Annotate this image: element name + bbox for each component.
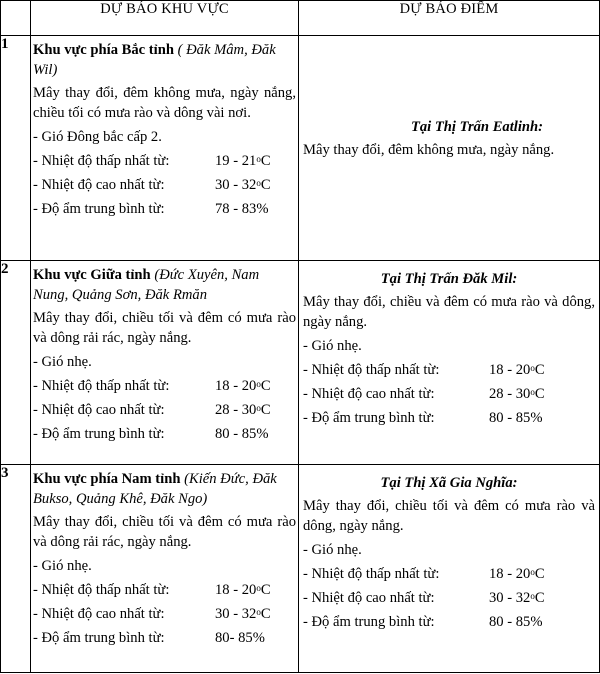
celsius-unit: C [260, 378, 271, 394]
region-weather: Mây thay đổi, đêm không mưa, ngày nắng, chiều tối có mưa rào và dông vài nơi. [33, 85, 296, 121]
degree-symbol: o [256, 154, 261, 164]
degree-symbol: o [530, 567, 535, 577]
region-humidity [33, 628, 296, 648]
celsius-unit: C [534, 362, 545, 378]
region-forecast-cell [31, 465, 299, 673]
max-temp-label: - Nhiệt độ cao nhất từ: [303, 590, 435, 606]
region-max-temp [33, 604, 296, 624]
min-temp-label: - Nhiệt độ thấp nhất từ: [33, 582, 170, 598]
region-title: Khu vực phía Bắc tỉnh [33, 42, 174, 58]
degree-symbol: o [256, 403, 261, 413]
celsius-unit: C [260, 606, 271, 622]
header-region-forecast: DỰ BÁO KHU VỰC [31, 1, 299, 36]
region-humidity [33, 424, 296, 444]
point-location-title: Tại Thị Trấn Đăk Mil: [380, 271, 518, 287]
point-location-title: Tại Thị Trấn Eatlinh: [410, 119, 543, 135]
region-title: Khu vực phía Nam tỉnh [33, 471, 181, 487]
region-forecast-cell [31, 36, 299, 261]
degree-symbol: o [530, 363, 535, 373]
region-places: (Kiến Đức, Đăk Bukso, Quảng Khê, Đăk Ngo) [33, 471, 277, 507]
point-min-temp [303, 360, 595, 380]
region-min-temp [33, 151, 296, 171]
humidity-label: - Độ ẩm trung bình từ: [33, 630, 165, 646]
region-title-block [33, 469, 296, 509]
region-weather: Mây thay đổi, chiều tối và đêm có mưa rào và dông rải rác, ngày nắng. [33, 514, 296, 550]
humidity-label: - Độ ẩm trung bình từ: [33, 426, 165, 442]
humidity-label: - Độ ẩm trung bình từ: [303, 614, 435, 630]
celsius-unit: C [260, 177, 271, 193]
degree-symbol: o [530, 387, 535, 397]
point-wind: - Gió nhẹ. [303, 338, 362, 354]
max-temp-value: 30 - 32 [215, 177, 257, 193]
min-temp-value: 18 - 20 [489, 362, 531, 378]
min-temp-value: 18 - 20 [215, 378, 257, 394]
max-temp-label: - Nhiệt độ cao nhất từ: [303, 386, 435, 402]
point-forecast-cell [299, 261, 600, 465]
min-temp-value: 18 - 20 [489, 566, 531, 582]
max-temp-label: - Nhiệt độ cao nhất từ: [33, 402, 165, 418]
table-row [1, 36, 600, 261]
row-number: 3 [1, 465, 31, 673]
humidity-value: 78 - 83% [215, 201, 269, 217]
point-weather: Mây thay đổi, chiều và đêm có mưa rào và dông, ngày nắng. [303, 294, 595, 330]
point-weather: Mây thay đổi, đêm không mưa, ngày nắng. [303, 142, 555, 158]
min-temp-label: - Nhiệt độ thấp nhất từ: [303, 566, 440, 582]
max-temp-value: 30 - 32 [489, 590, 531, 606]
min-temp-value: 18 - 20 [215, 582, 257, 598]
degree-symbol: o [256, 379, 261, 389]
table-row [1, 465, 600, 673]
point-min-temp [303, 564, 595, 584]
humidity-value: 80 - 85% [489, 410, 543, 426]
region-max-temp [33, 400, 296, 420]
celsius-unit: C [260, 153, 271, 169]
celsius-unit: C [260, 582, 271, 598]
region-places: (Đức Xuyên, Nam Nung, Quảng Sơn, Đăk Rmăn [33, 267, 260, 303]
max-temp-value: 28 - 30 [215, 402, 257, 418]
celsius-unit: C [534, 590, 545, 606]
region-places: ( Đăk Mâm, Đăk Wil) [33, 42, 276, 78]
humidity-value: 80- 85% [215, 630, 265, 646]
min-temp-value: 19 - 21 [215, 153, 257, 169]
row-number: 2 [1, 261, 31, 465]
region-wind: - Gió nhẹ. [33, 354, 92, 370]
region-weather: Mây thay đổi, chiều tối và đêm có mưa rào và dông rải rác, ngày nắng. [33, 310, 296, 346]
degree-symbol: o [256, 583, 261, 593]
region-wind: - Gió nhẹ. [33, 558, 92, 574]
max-temp-label: - Nhiệt độ cao nhất từ: [33, 177, 165, 193]
region-wind: - Gió Đông bắc cấp 2. [33, 129, 162, 145]
celsius-unit: C [534, 386, 545, 402]
min-temp-label: - Nhiệt độ thấp nhất từ: [33, 378, 170, 394]
humidity-value: 80 - 85% [489, 614, 543, 630]
point-forecast-cell [299, 465, 600, 673]
point-location-title: Tại Thị Xã Gia Nghĩa: [380, 475, 518, 491]
celsius-unit: C [534, 566, 545, 582]
point-forecast-cell [299, 36, 600, 261]
region-title-block [33, 265, 296, 305]
degree-symbol: o [256, 607, 261, 617]
point-wind: - Gió nhẹ. [303, 542, 362, 558]
point-humidity [303, 408, 595, 428]
region-min-temp [33, 580, 296, 600]
point-max-temp [303, 384, 595, 404]
humidity-label: - Độ ẩm trung bình từ: [303, 410, 435, 426]
header-number-cell [1, 1, 31, 36]
humidity-label: - Độ ẩm trung bình từ: [33, 201, 165, 217]
region-humidity [33, 199, 296, 219]
region-max-temp [33, 175, 296, 195]
degree-symbol: o [256, 178, 261, 188]
point-weather: Mây thay đổi, chiều tối và đêm có mưa rào và dông, ngày nắng. [303, 498, 595, 534]
header-point-forecast: DỰ BÁO ĐIỂM [299, 1, 600, 36]
point-humidity [303, 612, 595, 632]
min-temp-label: - Nhiệt độ thấp nhất từ: [33, 153, 170, 169]
celsius-unit: C [260, 402, 271, 418]
humidity-value: 80 - 85% [215, 426, 269, 442]
point-max-temp [303, 588, 595, 608]
region-title-block [33, 40, 296, 80]
row-number: 1 [1, 36, 31, 261]
max-temp-value: 30 - 32 [215, 606, 257, 622]
degree-symbol: o [530, 591, 535, 601]
max-temp-label: - Nhiệt độ cao nhất từ: [33, 606, 165, 622]
region-forecast-cell [31, 261, 299, 465]
min-temp-label: - Nhiệt độ thấp nhất từ: [303, 362, 440, 378]
table-row [1, 261, 600, 465]
region-min-temp [33, 376, 296, 396]
region-title: Khu vực Giữa tỉnh [33, 267, 151, 283]
max-temp-value: 28 - 30 [489, 386, 531, 402]
header-row [1, 1, 600, 36]
